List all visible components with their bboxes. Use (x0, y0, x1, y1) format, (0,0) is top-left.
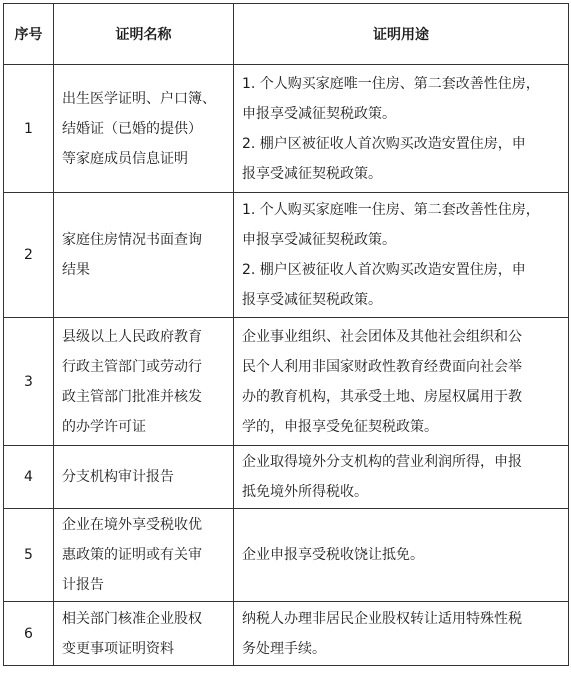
row-name-line: 结果 (62, 262, 90, 278)
row-use-line: 企业事业组织、社会团体及其他社会组织和公 (242, 328, 522, 345)
row-name-line: 出生医学证明、户口簿、 (62, 90, 216, 107)
row-use (234, 65, 569, 193)
row-name-line: 变更事项证明资料 (62, 640, 174, 657)
row-use (234, 446, 569, 509)
row-name (54, 65, 234, 193)
row-use (234, 193, 569, 318)
row-name (54, 193, 234, 318)
row-use-line: 1. 个人购买家庭唯一住房、第二套改善性住房， (242, 202, 540, 218)
row-use (234, 509, 569, 602)
row-name-line: 的办学许可证 (62, 418, 146, 435)
row-use-line: 2. 棚户区被征收人首次购买改造安置住房，申 (242, 135, 526, 152)
row-index: 5 (4, 509, 54, 602)
header-index: 序号 (4, 4, 54, 65)
row-name (54, 318, 234, 446)
row-name-line: 相关部门核准企业股权 (62, 610, 202, 627)
row-use-line: 抵免境外所得税收。 (242, 484, 368, 500)
row-use (234, 318, 569, 446)
certificate-table (3, 3, 569, 666)
row-name (54, 446, 234, 509)
table-header-row (4, 4, 569, 65)
row-use-line: 民个人利用非国家财政性教育经费面向社会举 (242, 358, 522, 375)
row-index: 2 (4, 193, 54, 318)
row-use-line: 务处理手续。 (242, 640, 326, 657)
row-name-line: 县级以上人民政府教育 (62, 328, 202, 345)
table-row (4, 318, 569, 446)
row-name-line: 等家庭成员信息证明 (62, 150, 188, 167)
row-use-line: 2. 棚户区被征收人首次购买改造安置住房，申 (242, 262, 526, 278)
row-name-line: 惠政策的证明或有关审 (62, 547, 202, 563)
table-row (4, 509, 569, 602)
table-row (4, 602, 569, 666)
table-row (4, 193, 569, 318)
row-use-line: 学的，申报享受免征契税政策。 (242, 418, 438, 435)
row-use-line: 申报享受减征契税政策。 (242, 232, 396, 248)
row-use-line: 申报享受减征契税政策。 (242, 105, 396, 122)
row-name-line: 家庭住房情况书面查询 (62, 232, 202, 248)
row-name-line: 行政主管部门或劳动行 (62, 358, 202, 375)
table-row (4, 65, 569, 193)
row-use (234, 602, 569, 666)
row-index: 3 (4, 318, 54, 446)
row-use-line: 办的教育机构，其承受土地、房屋权属用于教 (242, 388, 522, 405)
table-row (4, 446, 569, 509)
row-index: 6 (4, 602, 54, 666)
row-name-line: 政主管部门批准并核发 (62, 388, 202, 405)
row-use-line: 企业申报享受税收饶让抵免。 (242, 547, 424, 563)
row-name-line: 计报告 (62, 577, 104, 593)
row-use-line: 报享受减征契税政策。 (242, 292, 382, 308)
row-name (54, 509, 234, 602)
row-name-line: 结婚证（已婚的提供） (62, 120, 202, 137)
row-use-line: 纳税人办理非居民企业股权转让适用特殊性税 (242, 610, 522, 627)
row-use-line: 1. 个人购买家庭唯一住房、第二套改善性住房， (242, 75, 540, 92)
header-use: 证明用途 (234, 4, 569, 65)
row-index: 4 (4, 446, 54, 509)
row-name (54, 602, 234, 666)
row-index: 1 (4, 65, 54, 193)
header-name: 证明名称 (54, 4, 234, 65)
row-name-line: 分支机构审计报告 (62, 469, 174, 485)
row-use-line: 报享受减征契税政策。 (242, 165, 382, 182)
row-use-line: 企业取得境外分支机构的营业利润所得，申报 (242, 454, 522, 470)
row-name-line: 企业在境外享受税收优 (62, 517, 202, 533)
